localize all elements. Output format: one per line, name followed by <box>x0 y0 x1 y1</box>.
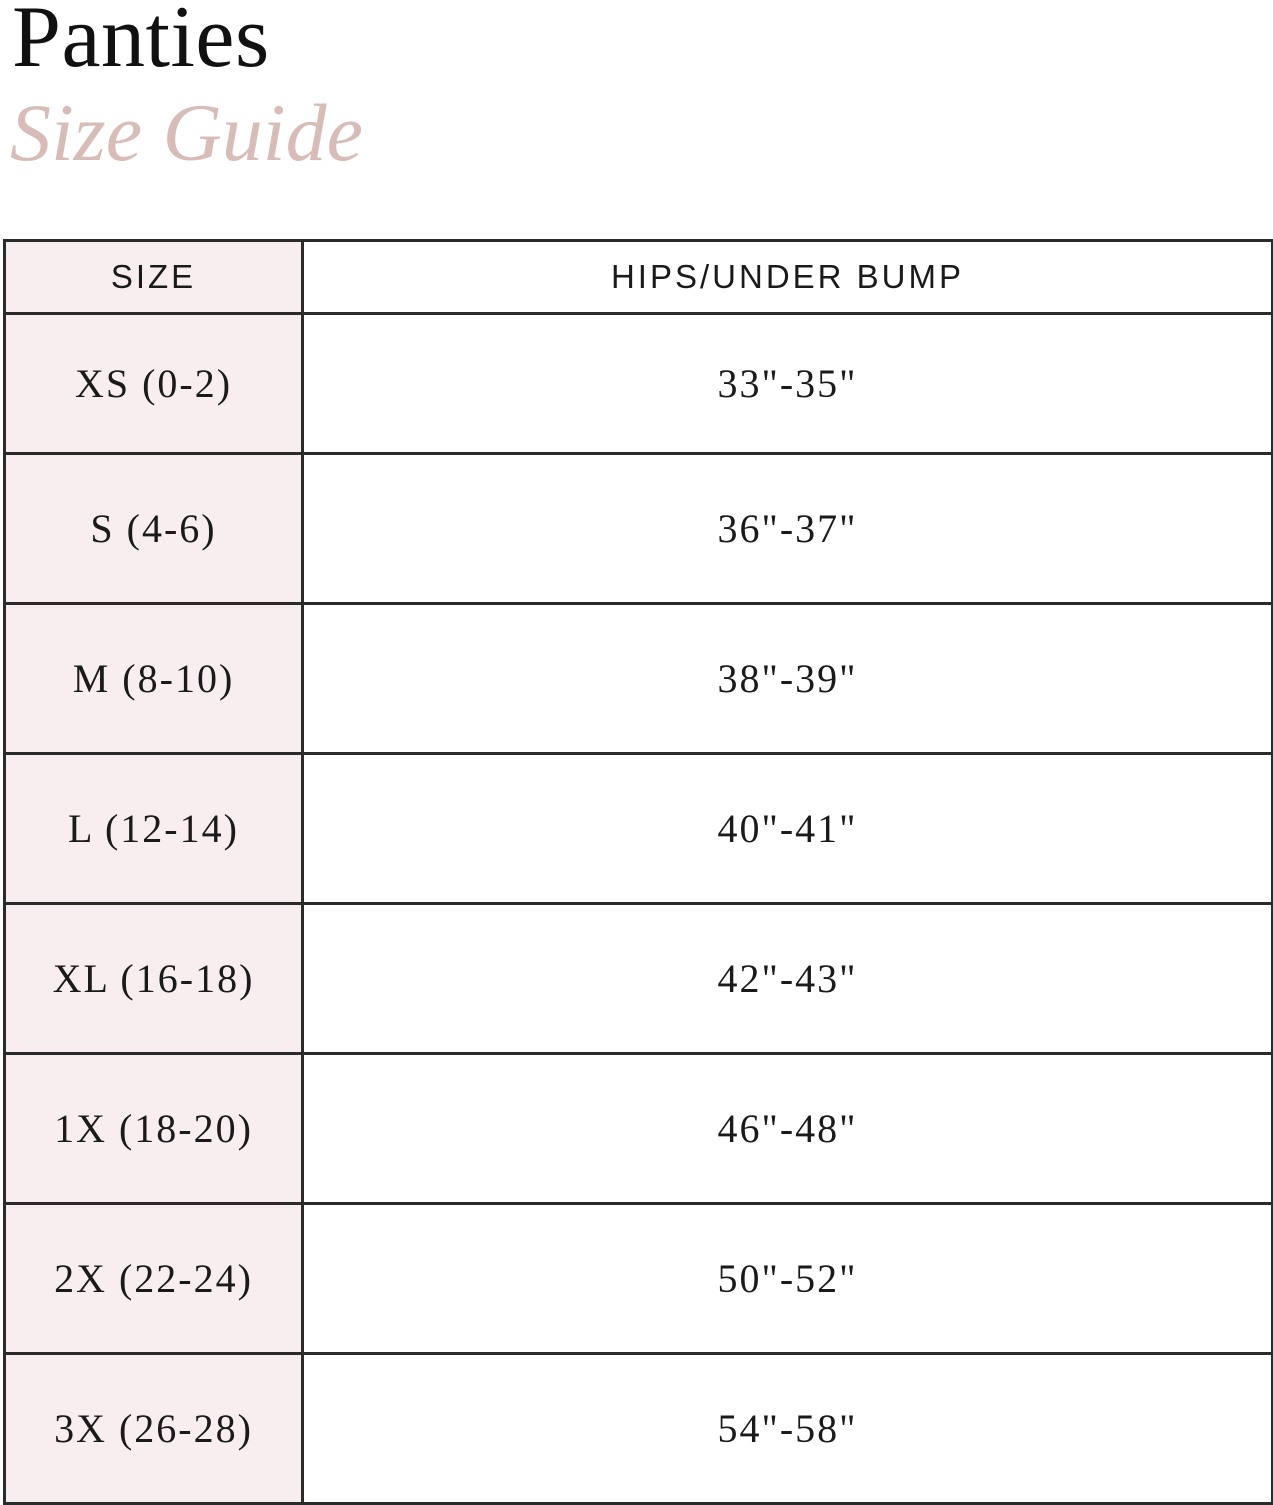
hips-cell: 42"-43" <box>303 904 1273 1054</box>
size-cell: 3X (26-28) <box>5 1354 303 1504</box>
table-row <box>5 1054 1273 1204</box>
table-row <box>5 1204 1273 1354</box>
table-row <box>5 904 1273 1054</box>
table-row <box>5 1354 1273 1504</box>
column-header-hips: HIPS/UNDER BUMP <box>303 241 1273 314</box>
hips-cell: 36"-37" <box>303 454 1273 604</box>
table-row <box>5 454 1273 604</box>
hips-cell: 46"-48" <box>303 1054 1273 1204</box>
table-header-row <box>5 241 1273 314</box>
size-cell: XL (16-18) <box>5 904 303 1054</box>
hips-cell: 33"-35" <box>303 314 1273 454</box>
table-row <box>5 754 1273 904</box>
size-cell: S (4-6) <box>5 454 303 604</box>
size-cell: L (12-14) <box>5 754 303 904</box>
page-title: Panties <box>12 0 270 86</box>
size-cell: M (8-10) <box>5 604 303 754</box>
column-header-size: SIZE <box>5 241 303 314</box>
hips-cell: 38"-39" <box>303 604 1273 754</box>
size-cell: 1X (18-20) <box>5 1054 303 1204</box>
hips-cell: 50"-52" <box>303 1204 1273 1354</box>
hips-cell: 54"-58" <box>303 1354 1273 1504</box>
hips-cell: 40"-41" <box>303 754 1273 904</box>
size-cell: 2X (22-24) <box>5 1204 303 1354</box>
page-subtitle: Size Guide <box>10 87 363 178</box>
size-guide-table <box>3 239 1273 1505</box>
table-row <box>5 604 1273 754</box>
table-row <box>5 314 1273 454</box>
size-cell: XS (0-2) <box>5 314 303 454</box>
